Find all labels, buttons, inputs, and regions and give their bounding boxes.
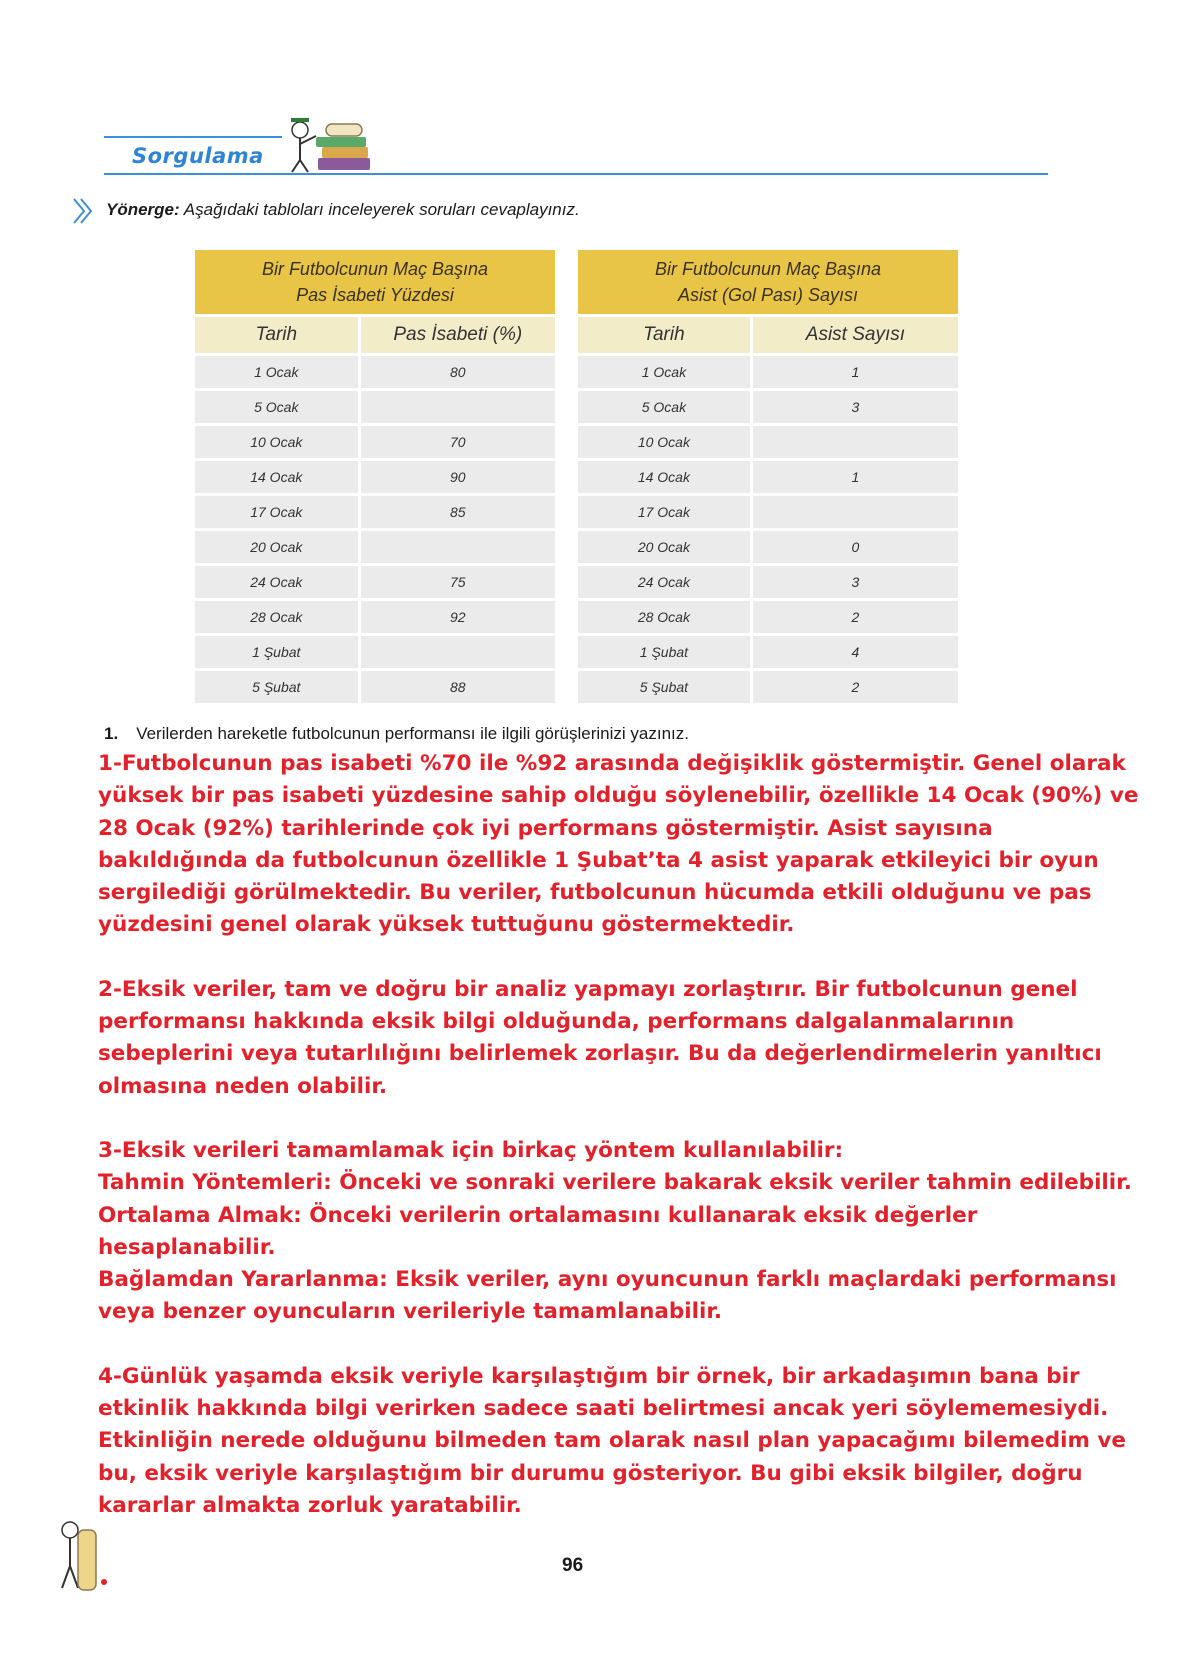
row-value: 88	[361, 671, 555, 706]
row-value: 3	[753, 566, 958, 601]
section-title: Sorgulama	[132, 144, 264, 168]
answer-line: Tahmin Yöntemleri: Önceki ve sonraki verilere bakarak eksik veriler tahmin edilebilir.	[98, 1170, 1132, 1196]
table-row	[578, 496, 958, 531]
row-date: 24 Ocak	[578, 566, 753, 601]
answer-line: bu, eksik veriyle karşılaştığım bir durumu gösteriyor. Bu gibi eksik bilgiler, doğru	[98, 1460, 1083, 1486]
row-date: 5 Ocak	[195, 391, 361, 426]
row-date: 20 Ocak	[195, 531, 361, 566]
table-row	[195, 601, 555, 636]
answer-line: yüksek bir pas isabeti yüzdesine sahip olduğu söylenebilir, özellikle 14 Ocak (90%) ve	[98, 783, 1139, 809]
row-value: 70	[361, 426, 555, 461]
answer-paragraph	[98, 1361, 1128, 1522]
table-row	[195, 496, 555, 531]
row-value: 2	[753, 601, 958, 636]
answer-line: sergilediği görülmektedir. Bu veriler, futbolcunun hücumda etkili olduğunu ve pas	[98, 880, 1092, 906]
answer-paragraph	[98, 1135, 1132, 1329]
row-date: 24 Ocak	[195, 566, 361, 601]
table-row	[578, 566, 958, 601]
row-date: 10 Ocak	[195, 426, 361, 461]
row-date: 20 Ocak	[578, 531, 753, 566]
answer-line: veya benzer oyuncuların verileriyle tamamlanabilir.	[98, 1299, 723, 1325]
instruction-body: Aşağıdaki tabloları inceleyerek soruları cevaplayınız.	[179, 200, 580, 219]
table-caption	[195, 250, 555, 317]
answer-line: yüzdesini genel olarak yüksek tuttuğunu göstermektedir.	[98, 912, 795, 938]
row-value: 85	[361, 496, 555, 531]
instruction-label: Yönerge:	[106, 200, 180, 219]
answer-line: Bağlamdan Yararlanma: Eksik veriler, aynı oyuncunun farklı maçlardaki performansı	[98, 1267, 1117, 1293]
table-row	[195, 461, 555, 496]
row-value	[753, 426, 958, 461]
answer-line: hesaplanabilir.	[98, 1234, 276, 1260]
row-value: 0	[753, 531, 958, 566]
row-date: 14 Ocak	[195, 461, 361, 496]
table-row	[578, 461, 958, 496]
column-header-date: Tarih	[578, 317, 753, 356]
row-value: 2	[753, 671, 958, 706]
table-row	[195, 356, 555, 391]
table-row	[195, 671, 555, 706]
row-value: 90	[361, 461, 555, 496]
answer-line: 28 Ocak (92%) tarihlerinde çok iyi performans göstermiştir. Asist sayısına	[98, 815, 993, 841]
answer-line: 2-Eksik veriler, tam ve doğru bir analiz yapmayı zorlaştırır. Bir futbolcunun genel	[98, 976, 1078, 1002]
table-row	[578, 671, 958, 706]
table-row	[195, 566, 555, 601]
question-text: Verilerden hareketle futbolcunun performansı ile ilgili görüşlerinizi yazınız.	[136, 724, 689, 743]
row-date: 1 Ocak	[195, 356, 361, 391]
question-1	[104, 724, 689, 744]
mascot-with-books-icon	[282, 106, 374, 176]
row-value	[361, 636, 555, 671]
answer-line: etkinlik hakkında bilgi verirken sadece saati belirtmesi ancak yeri söylememesiydi.	[98, 1396, 1109, 1422]
question-number: 1.	[104, 724, 119, 743]
row-value	[361, 531, 555, 566]
assist-count-table	[578, 250, 958, 706]
answer-paragraph	[98, 974, 1128, 1103]
table-row	[578, 636, 958, 671]
row-date: 28 Ocak	[578, 601, 753, 636]
row-value: 80	[361, 356, 555, 391]
row-value	[361, 391, 555, 426]
column-header-date: Tarih	[195, 317, 361, 356]
table-row	[195, 426, 555, 461]
row-date: 14 Ocak	[578, 461, 753, 496]
row-value: 4	[753, 636, 958, 671]
row-value: 3	[753, 391, 958, 426]
double-chevron-right-icon	[72, 196, 94, 226]
page-number: 96	[562, 1555, 584, 1576]
row-date: 28 Ocak	[195, 601, 361, 636]
table-row	[195, 636, 555, 671]
table-caption	[578, 250, 958, 317]
caption-line: Bir Futbolcunun Maç Başına	[261, 259, 489, 279]
table-row	[578, 531, 958, 566]
answer-block	[98, 748, 1139, 1554]
caption-line: Asist (Gol Pası) Sayısı	[677, 285, 859, 305]
table-row	[578, 426, 958, 461]
row-date: 5 Şubat	[578, 671, 753, 706]
table-row	[578, 391, 958, 426]
row-date: 17 Ocak	[195, 496, 361, 531]
row-value: 92	[361, 601, 555, 636]
answer-line: 4-Günlük yaşamda eksik veriyle karşılaştığım bir örnek, bir arkadaşımın bana bir	[98, 1363, 1080, 1389]
answer-line: Etkinliğin nerede olduğunu bilmeden tam olarak nasıl plan yapacağımı bilemedim ve	[98, 1428, 1127, 1454]
row-date: 5 Şubat	[195, 671, 361, 706]
section-header	[104, 106, 1048, 176]
answer-paragraph	[98, 748, 1139, 942]
table-row	[578, 356, 958, 391]
answer-line: sebeplerini veya tutarlılığını belirlemek zorlaşır. Bu da değerlendirmelerin yanıltıcı	[98, 1041, 1102, 1067]
pass-accuracy-table	[195, 250, 555, 706]
table-row	[195, 391, 555, 426]
table-row	[195, 531, 555, 566]
answer-line: olmasına neden olabilir.	[98, 1073, 388, 1099]
answer-line: 3-Eksik verileri tamamlamak için birkaç yöntem kullanılabilir:	[98, 1137, 844, 1163]
table-row	[578, 601, 958, 636]
header-top-rule	[104, 136, 282, 138]
footer-mascot-icon	[56, 1516, 256, 1596]
row-date: 17 Ocak	[578, 496, 753, 531]
row-value	[753, 496, 958, 531]
answer-line: Ortalama Almak: Önceki verilerin ortalamasını kullanarak eksik değerler	[98, 1202, 978, 1228]
answer-line: 1-Futbolcunun pas isabeti %70 ile %92 arasında değişiklik göstermiştir. Genel olarak	[98, 751, 1126, 776]
column-header-value: Pas İsabeti (%)	[361, 317, 555, 356]
row-date: 1 Ocak	[578, 356, 753, 391]
row-date: 1 Şubat	[195, 636, 361, 671]
row-date: 1 Şubat	[578, 636, 753, 671]
row-value: 1	[753, 461, 958, 496]
row-value: 1	[753, 356, 958, 391]
row-value: 75	[361, 566, 555, 601]
answer-line: bakıldığında da futbolcunun özellikle 1 Şubat’ta 4 asist yaparak etkileyici bir oyun	[98, 847, 1099, 873]
answer-line: kararlar almakta zorluk yaratabilir.	[98, 1492, 522, 1518]
column-header-value: Asist Sayısı	[753, 317, 958, 356]
row-date: 10 Ocak	[578, 426, 753, 461]
instruction-text	[106, 200, 580, 220]
row-date: 5 Ocak	[578, 391, 753, 426]
answer-line: performansı hakkında eksik bilgi olduğunda, performans dalgalanmalarının	[98, 1009, 1015, 1035]
caption-line: Bir Futbolcunun Maç Başına	[654, 259, 882, 279]
caption-line: Pas İsabeti Yüzdesi	[296, 285, 454, 305]
header-bottom-rule	[104, 173, 1048, 175]
